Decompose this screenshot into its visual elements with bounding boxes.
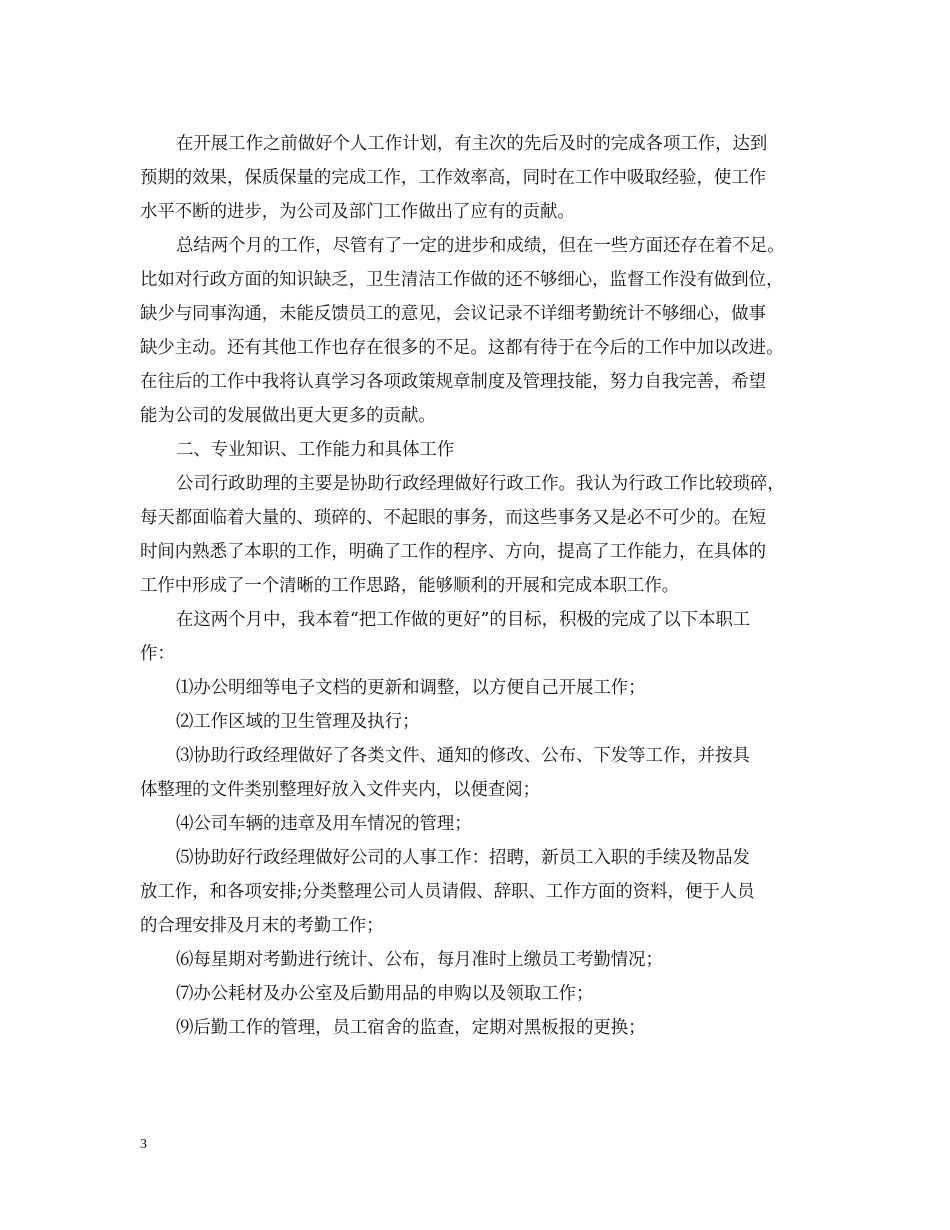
paragraph — [140, 943, 812, 977]
text-line: 的合理安排及月末的考勤工作； — [140, 916, 384, 936]
text-line: 总结两个月的工作，尽管有了一定的进步和成绩，但在一些方面还存在着不足。 — [176, 236, 785, 256]
paragraph — [140, 229, 812, 433]
text-line: 公司行政助理的主要是协助行政经理做好行政工作。我认为行政工作比较琐碎， — [176, 474, 785, 494]
paragraph — [140, 705, 812, 739]
text-line: ⑴办公明细等电子文档的更新和调整，以方便自己开展工作； — [176, 678, 646, 698]
text-line: ⑹每星期对考勤进行统计、公布，每月准时上缴员工考勤情况； — [176, 950, 663, 970]
text-line: 体整理的文件类别整理好放入文件夹内，以便查阅； — [140, 780, 540, 800]
paragraph — [140, 1011, 812, 1045]
text-line: 每天都面临着大量的、琐碎的、不起眼的事务，而这些事务又是必不可少的。在短 — [140, 508, 767, 528]
paragraph — [140, 977, 812, 1011]
paragraph — [140, 603, 812, 671]
text-line: 水平不断的进步，为公司及部门工作做出了应有的贡献。 — [140, 202, 575, 222]
paragraph — [140, 807, 812, 841]
paragraph — [140, 841, 812, 943]
paragraph — [140, 127, 812, 229]
text-line: 能为公司的发展做出更大更多的贡献。 — [140, 406, 436, 426]
text-line: 预期的效果，保质保量的完成工作，工作效率高，同时在工作中吸取经验，使工作 — [140, 168, 767, 188]
text-line: 比如对行政方面的知识缺乏，卫生清洁工作做的还不够细心，监督工作没有做到位， — [140, 270, 784, 290]
text-line: 缺少与同事沟通，未能反馈员工的意见，会议记录不详细考勤统计不够细心，做事 — [140, 304, 767, 324]
text-line: ⑼后勤工作的管理，员工宿舍的监查，定期对黑板报的更换； — [176, 1018, 646, 1038]
text-line: ⑷公司车辆的违章及用车情况的管理； — [176, 814, 472, 834]
paragraph — [140, 433, 812, 467]
text-line: 二、专业知识、工作能力和具体工作 — [176, 440, 455, 460]
text-line: 工作中形成了一个清晰的工作思路，能够顺利的开展和完成本职工作。 — [140, 576, 680, 596]
document-body — [140, 127, 812, 1045]
text-line: ⑸协助好行政经理做好公司的人事工作：招聘，新员工入职的手续及物品发 — [176, 848, 750, 868]
page-number: 3 — [140, 1137, 147, 1152]
text-line: 放工作，和各项安排;分类整理公司人员请假、辞职、工作方面的资料，便于人员 — [140, 882, 755, 902]
text-line: 作： — [140, 644, 175, 664]
paragraph — [140, 467, 812, 603]
text-line: ⑶协助行政经理做好了各类文件、通知的修改、公布、下发等工作，并按具 — [176, 746, 750, 766]
text-line: ⑵工作区域的卫生管理及执行； — [176, 712, 420, 732]
paragraph — [140, 671, 812, 705]
text-line: ⑺办公耗材及办公室及后勤用品的申购以及领取工作； — [176, 984, 594, 1004]
paragraph — [140, 739, 812, 807]
text-line: 在开展工作之前做好个人工作计划，有主次的先后及时的完成各项工作，达到 — [176, 134, 768, 154]
text-line: 缺少主动。还有其他工作也存在很多的不足。这都有待于在今后的工作中加以改进。 — [140, 338, 784, 358]
text-line: 在这两个月中，我本着“把工作做的更好”的目标，积极的完成了以下本职工 — [176, 610, 751, 630]
text-line: 时间内熟悉了本职的工作，明确了工作的程序、方向，提高了工作能力，在具体的 — [140, 542, 767, 562]
text-line: 在往后的工作中我将认真学习各项政策规章制度及管理技能，努力自我完善，希望 — [140, 372, 767, 392]
